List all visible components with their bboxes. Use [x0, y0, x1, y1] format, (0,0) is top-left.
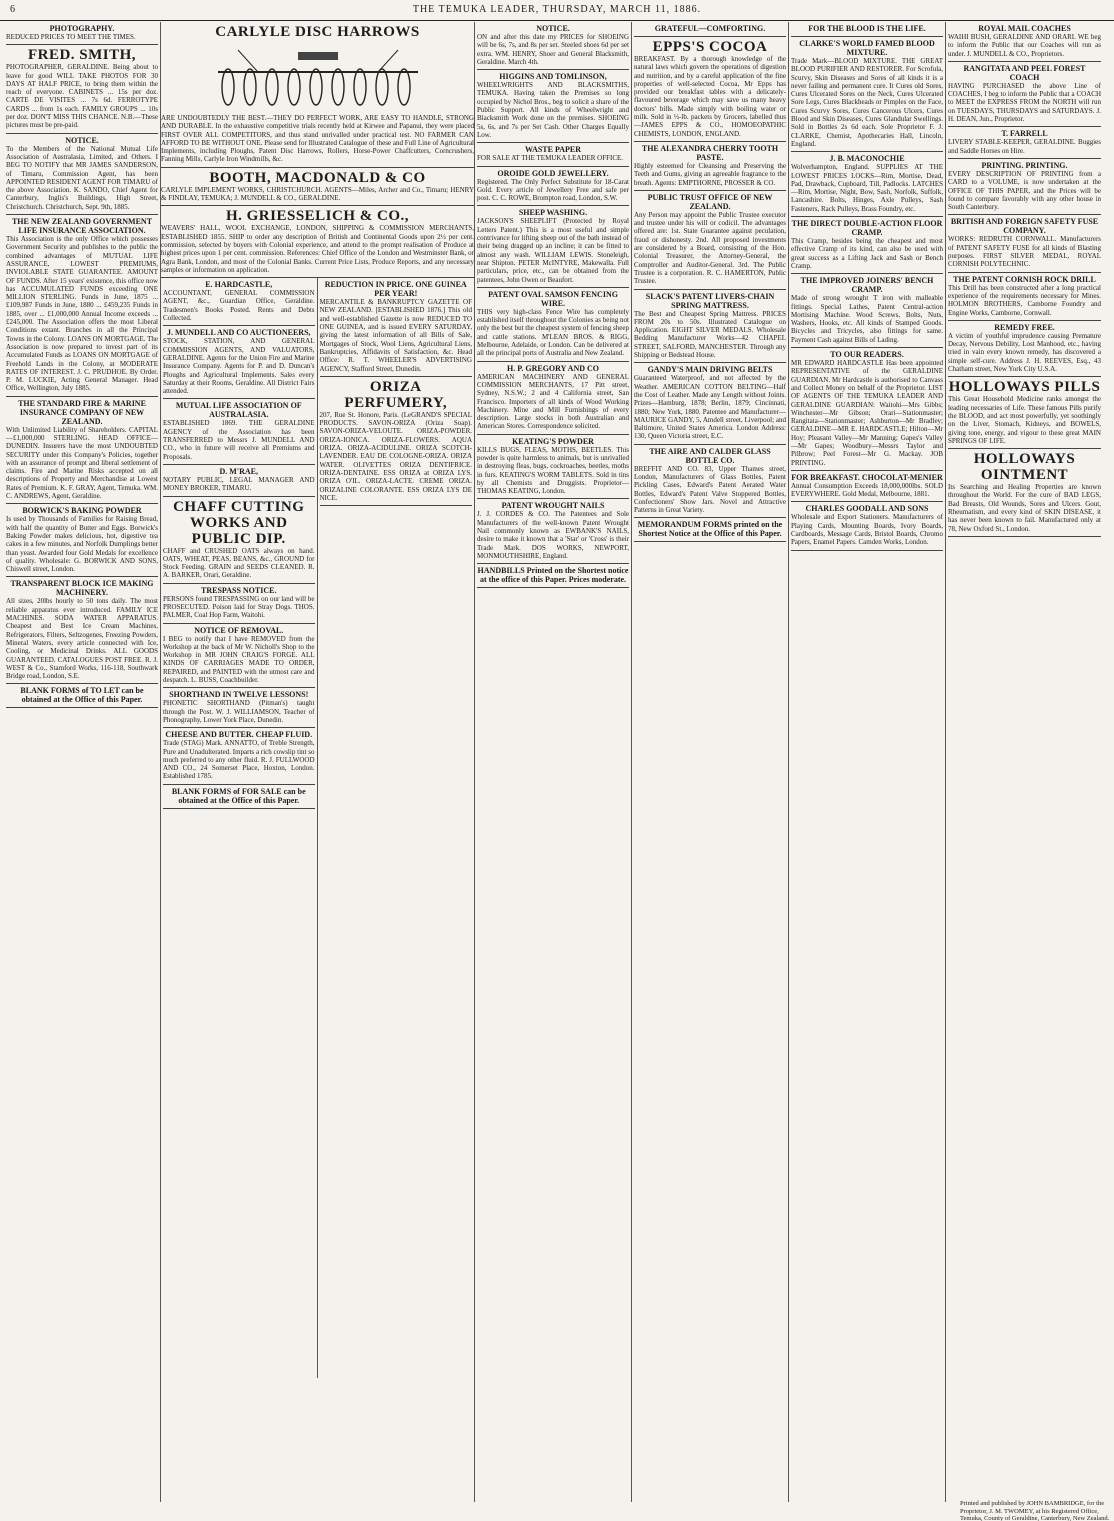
advertisement	[477, 206, 629, 287]
advert-heading: NOTICE.	[536, 24, 570, 33]
advert-heading: MUTUAL LIFE ASSOCIATION OF AUSTRALASIA.	[175, 401, 302, 420]
advert-body: AMERICAN MACHINERY AND GENERAL COMMISSION MERCHANTS, 17 Pitt street, Sydney, N.S.W.; 2 and 4 California street, San Francisco. Importers of all kinds of Wood Working Machinery. Mine and Mill Furnishings of every description. Large stocks in both Australian and American Stores. Correspondence solicited.	[477, 372, 629, 431]
advert-body: FOR SALE AT THE TEMUKA LEADER OFFICE.	[477, 154, 624, 163]
advert-heading: GANDY'S MAIN DRIVING BELTS	[647, 365, 773, 375]
advertisement	[634, 290, 786, 364]
advertisement	[791, 502, 943, 550]
advert-body: REDUCED PRICES TO MEET THE TIMES.	[6, 33, 136, 41]
advert-body: EVERY DESCRIPTION OF PRINTING from a CARD to a VOLUME, is now undertaken at the OFFICE OF THIS PAPER, and the Prices will be found to compare favorably with any other house in South Canterbury.	[948, 169, 1101, 212]
advert-heading: TO OUR READERS.	[830, 350, 904, 360]
advert-heading: OROIDE GOLD JEWELLERY.	[497, 168, 609, 178]
advertisement	[163, 584, 315, 624]
advert-body: HAVING PURCHASED the above Line of COACHES, I beg to inform the Public that a COACH to MEET the EXPRESS FROM the NORTH will run on TUESDAYS, THURSDAYS and SATURDAYS. J. H. DEAN, Jun., Proprietor.	[948, 81, 1101, 124]
advert-body: ARE UNDOUBTEDLY THE BEST.—THEY DO PERFECT WORK, ARE EASY TO HANDLE, STRONG AND DURABLE. In the exhaustive competitive trials recently held at Kirwee and Papanui, they were placed FIRST OVER ALL COMPETITORS, and thus stand unrivalled under practical test. NO FARMER CAN AFFORD TO BE WITHOUT ONE. Please send for Illustrated Catalogue of these and Full Line of Agricultural Implements, including Ploughs, Patent Disc Harrows, Rollers, Horse-Power Chaffcutters, Corncrushers, Fanning Mills, Carlyle Iron Windmills, &c.	[161, 114, 474, 164]
advert-heading: MEMORANDUM FORMS printed on the Shortest Notice at the Office of this Paper.	[637, 520, 783, 539]
advertisement	[163, 399, 315, 464]
advert-heading: HOLLOWAYS PILLS	[948, 379, 1101, 396]
advert-heading: SLACK'S PATENT LIVERS-CHAIN SPRING MATTRESS.	[645, 291, 775, 310]
advertisement	[477, 167, 629, 207]
column-3	[318, 278, 475, 1378]
advert-heading: THE AIRE AND CALDER GLASS BOTTLE CO.	[649, 446, 771, 465]
advert-heading: CHEESE AND BUTTER. CHEAP FLUID.	[165, 730, 313, 740]
advertisement	[948, 449, 1101, 537]
advert-heading: HIGGINS AND TOMLINSON,	[499, 72, 607, 82]
advert-body: Wholesale and Export Stationers. Manufacturers of Playing Cards, Mounting Boards, Ivory Boards, Cardboards, Message Cards, Bristol Boards, Chromo Papers, Enamel Papers. Camden Works, London.	[791, 513, 943, 547]
advert-heading: BOOTH, MACDONALD & CO	[209, 169, 426, 186]
advert-body: Wolverhampton, England. SUPPLIES AT THE LOWEST PRICES LOCKS—Rim, Mortise, Dead, Pad, Drawback, Cupboard, Till, Padlocks. LATCHES—Rim, Mortise, Night, Bow, Sash, Norfolk, Suffolk, Lancashire. Bolts, Hinges, Axle Pulleys, Sash Fasteners, Rack Pulleys, Brass Foundry, etc.	[791, 163, 943, 213]
advert-heading: D. M'RAE,	[219, 466, 258, 476]
advert-body: WORKS: REDRUTH CORNWALL. Manufacturers of PATENT SAFETY FUSE for all kinds of Blasting purposes. FIRST SILVER MEDAL, ROYAL CORNISH POLYTECHNIC.	[948, 235, 1101, 269]
advertisement	[163, 785, 315, 809]
advert-body: ACCOUNTANT, GENERAL COMMISSION AGENT, &c., Guardian Office, Geraldine. Tradesmen's Books Posted. Rents and Debts Collected.	[163, 289, 315, 323]
advert-body: WEAVERS' HALL, WOOL EXCHANGE, LONDON, SHIPPING & COMMISSION MERCHANTS, ESTABLISHED 1855. SHIP to order any description of British and Continental Goods upon 2½ per cent. commission, selected by buyers with Colonial experience, and attend to the prompt realisation of Produce at highest prices upon 1 per cent. commission. References: Chief Office of the London and Westminster Bank, or Agra Bank, London, and most of the Colonial Banks. Current Price Lists, Produce Reports, and any necessary samples or information on application.	[161, 224, 474, 274]
advert-heading: THE STANDARD FIRE & MARINE INSURANCE COMPANY OF NEW ZEALAND.	[18, 398, 146, 426]
harrow-advert-block	[161, 22, 474, 278]
advert-body: JACKSON'S SHEEPLIFT (Protected by Royal Letters Patent.) This is a most useful and simple contrivance for lifting sheep out of the bath instead of their being dragged up an incline; it can be fitted to almost any wash. WILLIAM LEWIS. Stoneleigh, near Shipton. PETER McINTYRE, Makewalla. Full particulars, price, etc., can be obtained from the patentees, John Owen or Beaufort.	[477, 217, 629, 284]
advertisement	[948, 22, 1101, 62]
advert-heading: REDUCTION IN PRICE. ONE GUINEA PER YEAR!	[324, 280, 467, 299]
advert-body: Highly esteemed for Cleansing and Preserving the Teeth and Gums, giving an agreeable fragrance to the breath. Agents: EMPTHORNE, PROSSER & CO.	[634, 161, 786, 187]
advert-body: WAIHI BUSH, GERALDINE AND ORARI. WE beg to inform the Public that our Coaches will run as under. J. MUNDELL & CO., Proprietors.	[948, 33, 1101, 58]
advert-heading: HOLLOWAYS OINTMENT	[973, 451, 1076, 484]
advert-body: BREFFIT AND CO. 83, Upper Thames street, London, Manufacturers of Glass Bottles, Patent Pickling Cases, Edward's Patent Aerated Water Bottles, Edward's Patent Valve Stoppered Bottles, Confectioners' Show Jars. Novel and Attractive Patterns in Great Variety.	[634, 464, 786, 515]
advertisement	[6, 134, 158, 215]
advertisement	[634, 363, 786, 444]
advertisement	[948, 377, 1101, 449]
advertisement	[6, 215, 158, 397]
advertisement	[477, 288, 629, 362]
advert-heading: J. B. MACONOCHIE	[829, 154, 905, 164]
advert-body: Trade Mark—BLOOD MIXTURE. THE GREAT BLOOD PURIFIER AND RESTORER. For Scrofula, Scurvy, Skin Diseases and Sores of all kinds it is a never failing and permanent cure. It Cures old Sores, Cures Ulcerated Sores on the Neck, Cures Ulcerated Sore Legs, Cures Blackheads or Pimples on the Face, Cures Scurvy Sores, Cures Cancerous Ulcers, Cures Blood and Skin Diseases, Cures Glandular Swellings. Sold in Bottles 2s 6d each. Sole Proprietor F. J. CLARKE, Chemist, Apothecaries Hall, Lincoln, England.	[791, 57, 943, 148]
advert-heading: RANGITATA AND PEEL FOREST COACH	[963, 63, 1086, 82]
advert-body: CHAFF and CRUSHED OATS always on hand. OATS, WHEAT, PEAS, BEANS, &c., GROUND for Stock Feeding. GRAIN and SEEDS CLEANED. R. A. BARKER, Orari, Geraldine.	[163, 546, 315, 580]
advert-body: Is used by Thousands of Families for Raising Bread, with half the quantity of Butter and Eggs. Borwick's Baking Powder makes delicious, hot, digestive tea cakes in a few minutes, and Norfolk Dumplings better than yeast. Awarded four Gold Medals for excellence of quality. Wholesale: G. BORWICK AND SONS, Chiswell street, London.	[6, 515, 158, 574]
advert-heading: T. FARRELL	[1001, 129, 1048, 139]
advert-heading: FOR BREAKFAST. CHOCOLAT-MENIER	[791, 472, 943, 482]
advert-body: MR EDWARD HARDCASTLE Has been appointed REPRESENTATIVE of the GERALDINE GUARDIAN. Mr Hardcastle is authorised to Canvass and Collect Money on behalf of the Proprietor. LIST OF AGENTS OF THE TEMUKA LEADER AND GERALDINE GUARDIAN: Waitohi—Mrs Gibbs; Winchester—Mr Gibson; Orari—Stationmaster; Rangitata—Stationmaster; Ashburton—Mr Bradley; GERALDINE—MR E. HARDCASTLE; Hilton—Mr Hoy; Pleasant Valley—Mr Manning; Gapes's Valley—Mr Gapes; Woodbury—Messrs Taylor and Pilbrow; Peel Forest—Mr G. Mackay. JOB PRINTING.	[791, 359, 943, 467]
page-number: 6	[10, 4, 16, 15]
advert-body: THIS very high-class Fence Wire has completely established itself throughout the Colonies as being not only the best but the cheapest system of fencing sheep and cattle stations. M'LEAN BROS. & RIGG, Melbourne, Adelaide, or London. Can be delivered at all the principal ports of Australia and New Zealand.	[477, 307, 629, 358]
advertisement	[791, 274, 943, 348]
advertisement	[161, 168, 474, 207]
advert-body: Its Searching and Healing Properties are known throughout the World. For the cure of BAD LEGS, Bad Breasts, Old Wounds, Sores and Ulcers. Gout, Rheumatism, and every kind of SKIN DISEASE, it has never been known to fail. Manufactured only at 78, New Oxford St., London.	[948, 483, 1101, 533]
advertisement	[6, 397, 158, 505]
advertisement	[791, 22, 943, 37]
advert-body: WHEELWRIGHTS AND BLACKSMITHS, TEMUKA. Having taken the Premises so long occupied by Nichol Bros., beg to solicit a share of the Public Support. All kinds of Wheelwright and Blacksmith Work done on the premises. SHOEING 5s, 6s, and 7s per Set Cash. Other Charges Equally Low.	[477, 81, 629, 139]
advert-body: The Best and Cheapest Spring Mattress. PRICES FROM 20s to 50s. Illustrated Catalogue on Application. EIGHT SILVER MEDALS. Wholesale Bedding Manufacturer Works—42 CHAPEL STREET, SALFORD, MANCHESTER. Through any Shipping or Bedstead House.	[634, 309, 786, 360]
advert-heading: BLANK FORMS of TO LET can be obtained at the Office of this Paper.	[20, 686, 144, 705]
advertisement	[163, 728, 315, 784]
column-7	[946, 22, 1103, 1502]
column-5	[632, 22, 789, 1502]
advert-body: This Drill has been constructed after a long practical experience of the requirements necessary for Mines. HOLMON BROTHERS, Camborne Foundry and Engine Works, Camborne, Cornwall.	[948, 283, 1101, 317]
advert-heading: FOR THE BLOOD IS THE LIFE.	[808, 24, 926, 33]
advert-heading: HANDBILLS Printed on the Shortest notice at the office of this Paper. Prices moderate.	[477, 566, 629, 585]
column-4	[475, 22, 632, 1502]
columns	[4, 22, 1110, 1502]
advertisement	[477, 70, 629, 143]
advert-body: ON and after this date my PRICES for SHOEING will be 6s, 7s, and 8s per set. Steeled shoes 6d per set extra. WM. HENRY, Shoer and General Blacksmith, Geraldine. March 4th.	[477, 33, 629, 66]
advertisement	[6, 684, 158, 708]
advertisement	[477, 435, 629, 500]
advert-body: This Cramp, besides being the cheapest and most effective Cramp of its kind, can also be used with great success as a Lifting Jack and Sash or Bench Cramp.	[791, 237, 943, 270]
column-2	[161, 278, 318, 1378]
advertisement	[948, 159, 1101, 215]
advert-body: J. J. CORDES & CO. The Patentees and Sole Manufacturers of the well-known Patent Wrought Nail commonly known as EWBANK'S NAILS, desire to make it known that a 'Star' or 'Cross' is their Trade Mark. DOS WORKS, NEWPORT, MONMOUTHSHIRE, England.	[477, 510, 629, 560]
advertisement	[163, 624, 315, 689]
advert-heading: FRED. SMITH,	[27, 47, 137, 64]
advertisement	[161, 22, 474, 168]
advertisement	[6, 45, 158, 133]
advertisement	[791, 348, 943, 471]
advert-body: STOCK, STATION, AND GENERAL COMMISSION AGENTS, AND VALUATORS, GERALDINE. Agents for the Union Fire and Marine Insurance Company. Agents for P. and D. Duncan's Ploughs and Agricultural Implements. Sales every Saturday at their Rooms, Geraldine. All District Fairs attended.	[163, 337, 315, 396]
advert-heading: CHAFF CUTTING WORKS AND PUBLIC DIP.	[173, 498, 305, 547]
advert-heading: H. P. GREGORY AND CO	[506, 363, 600, 373]
advert-heading: THE IMPROVED JOINERS' BENCH CRAMP.	[800, 276, 934, 295]
advert-heading: PUBLIC TRUST OFFICE OF NEW ZEALAND.	[647, 192, 773, 211]
advert-body: PERSONS found TRESPASSING on our land will be PROSECUTED. Poison laid for Stray Dogs. THOS. PALMER, Coal Hop Farm, Waitohi.	[163, 594, 315, 620]
advertisement	[948, 62, 1101, 127]
advert-body: Any Person may appoint the Public Trustee executor and trustee under his will or codicil. The advantages offered are: 1st. State Guarantee against peculation, fraud or dishonesty. 2nd. All proposed investments are considered by a Board, consisting of the Hon. Colonial Treasurer, the Attorney-General, the Comptroller and Auditor-General. 3rd. The Public Trustee is a corporation. R. C. HAMERTON, Public Trustee.	[634, 210, 786, 286]
advert-heading: J. MUNDELL AND CO AUCTIONEERS,	[166, 328, 311, 338]
advert-heading: EPPS'S COCOA	[652, 39, 768, 55]
advertisement	[634, 37, 786, 142]
advert-body: A victim of youthful imprudence causing Premature Decay, Nervous Debility, Lost Manhood, etc., having tried in vain every known remedy, has discovered a simple self-cure. Address J. H. REEVES, Esq., 43 Chatham street, New York City U.S.A.	[948, 331, 1101, 374]
advert-heading: CHARLES GOODALL AND SONS	[805, 504, 929, 514]
advert-body: 207, Rue St. Honore, Paris. (LeGRAND'S SPECIAL PRODUCTS. SAVON-ORIZA (Oriza Soap). SAVON-ORIZA-VELOUTE. ORIZA-POWDER. ORIZA-IONICA. ORIZA-FLOWERS. AQUA ORIZA. ORIZA-ACIDULINE. ORIZA SCOTCH-LAVENDER. EAU DE COLOGNE-ORIZA. ORIZA WATER. OLIVETTES ORIZA DENTIFRICE. ORIZA-DENTAINE. ESS ORIZA at ORIZA LYS. ORIZA O'IL. ORIZA-LACTE. CREME ORIZA. ORIZALINE COLORANTE. ESS ORIZA LYS DE NICE.	[319, 410, 472, 502]
advert-heading: BLANK FORMS of FOR SALE can be obtained at the Office of this Paper.	[171, 786, 306, 805]
advert-body: PHOTOGRAPHER, GERALDINE. Being about to leave for good WILL TAKE PHOTOS FOR 30 DAYS AT HALF PRICE, to bring them within the reach of everyone. CABINETS ... 15s per doz. CARTE DE VISITES ... 7s 6d. FERROTYPE CARDS ... from 1s each. FAMILY GROUPS ... 10s per doz. DON'T MISS THIS CHANCE. N.B.—These pictures must be pre-paid.	[6, 63, 158, 130]
advertisement	[163, 497, 315, 584]
advert-body: Registered. The Only Perfect Substitute for 18-Carat Gold. Every article of Jewellery Free and safe per post. C. C. ROWE, Brompton road, London, S.W.	[477, 177, 629, 203]
advert-body: Annual Consumption Exceeds 18,000,000lbs. SOLD EVERYWHERE. Gold Medal, Melbourne, 1881.	[791, 481, 943, 499]
advert-heading: CLARKE'S WORLD FAMED BLOOD MIXTURE.	[799, 39, 935, 57]
advert-heading: THE PATENT CORNISH ROCK DRILL	[953, 274, 1096, 284]
advert-heading: SHORTHAND IN TWELVE LESSONS!	[169, 690, 309, 700]
advert-heading: NOTICE.	[65, 135, 99, 145]
advert-body: All sizes, 20lbs hourly to 50 tons daily. The most reliable apparatus ever introduced. FAMILY ICE MACHINES. SODA WATER APPARATUS. Cheapest and Best Ice Cream Machines, Refrigerators, Filters, Seltzogenes, Freezing Powders, Mineral Waters, every article connected with Ice, Cooling, or Medicinal Drinks. ALL GOODS GUARANTEED. CATALOGUES POST FREE. R. J. WEST & Co., Stamford Works, 116-118, Southwark Bridge road, London, S.E.	[6, 597, 158, 681]
advert-heading: PATENT OVAL SAMSON FENCING WIRE.	[488, 289, 618, 308]
advertisement	[634, 191, 786, 290]
advert-heading: PATENT WROUGHT NAILS	[501, 501, 605, 511]
advert-heading: TRESPASS NOTICE.	[201, 585, 277, 595]
advertisement	[791, 152, 943, 217]
advert-body: MERCANTILE & BANKRUPTCY GAZETTE OF NEW ZEALAND. [ESTABLISHED 1876.] This old and well-established Gazette is now REDUCED TO ONE GUINEA, and is issued EVERY SATURDAY, giving the latest information of all Bills of Sale, Mortgages of Stock, Wool Liens, Agricultural Liens, Bankruptcies, Affidavits of Satisfaction, &c. Head Office: R. T. WHEELER'S ADVERTISING AGENCY, Stafford Street, Dunedin.	[319, 298, 472, 373]
advertisement	[948, 215, 1101, 272]
advertisement	[163, 688, 315, 728]
imprint: Printed and published by JOHN BAMBRIDGE, for the Proprietor, J. M. TWOMEY, at his Registered Office, Temuka, County of Geraldine, Canterbury, New Zealand.	[960, 1500, 1110, 1521]
advert-body: ESTABLISHED 1869. THE GERALDINE AGENCY of the Association has been TRANSFERRED to Messrs J. MUNDELL AND CO., who in future will receive all Premiums and Proposals.	[163, 419, 315, 461]
advert-body: PHONETIC SHORTHAND (Pitman's) taught through the Post. W. J. WILLIAMSON, Teacher of Phonography, Lower York Place, Dunedin.	[163, 699, 315, 724]
advert-body: This Great Household Medicine ranks amongst the leading necessaries of Life. These famous Pills purify the BLOOD, and act most powerfully, yet soothingly on the Liver, Stomach, Kidneys, and BOWELS, giving tone, energy, and vigour to these great MAIN SPRINGS OF LIFE.	[948, 395, 1101, 445]
advert-heading: E. HARDCASTLE,	[205, 280, 273, 290]
advertisement	[477, 362, 629, 435]
disc-harrow-illustration	[198, 42, 438, 112]
advert-heading: PHOTOGRAPHY.	[49, 24, 115, 33]
advertisement	[791, 217, 943, 274]
advert-body: KILLS BUGS, FLEAS, MOTHS, BEETLES. This powder is quite harmless to animals, but is unrivalled in destroying fleas, bugs, cockroaches, beetles, moths in furs. KEATING'S WORM TABLETS. Sold in tins by all Chemists and Druggists. Proprietor—THOMAS KEATING, London.	[477, 445, 629, 496]
advert-heading: THE ALEXANDRA CHERRY TOOTH PASTE.	[641, 143, 779, 162]
advert-heading: CARLYLE DISC HARROWS	[215, 24, 420, 40]
advert-body: Made of strong wrought T iron with malleable fittings. Special Lathes, Patent Central-action Mortising Machine. Wood Screws, Bolts, Nuts, Washers, Hooks, etc. All kinds of Stamped Goods. Bicycles and Tricycles, also fittings for same. Payment Cash against Bills of Lading.	[791, 294, 943, 344]
advert-heading: TRANSPARENT BLOCK ICE MAKING MACHINERY.	[10, 579, 154, 598]
advert-heading: BORWICK'S BAKING POWDER	[22, 506, 142, 516]
column-1	[4, 22, 161, 1502]
advertisement	[948, 321, 1101, 377]
advert-heading: ROYAL MAIL COACHES	[978, 24, 1071, 33]
advertisement	[161, 206, 474, 278]
advertisement	[791, 471, 943, 503]
advertisement	[320, 278, 473, 377]
advert-body: To the Members of the National Mutual Life Association of Australasia, Limited, and Others. I BEG TO NOTIFY that MR JAMES SANDERSON, of Timaru, Commission Agent, has been APPOINTED RESIDENT AGENT FOR TIMARU of the above Association. K. SANDO, Chief Agent for Canterbury, Inglis's Buildings, High Street, Christchurch. Christchurch, Sept. 9th, 1885.	[6, 144, 158, 211]
advert-body: BREAKFAST. By a thorough knowledge of the natural laws which govern the operations of digestion and nutrition, and by a careful application of the fine properties of well-selected Cocoa, Mr Epps has provided our breakfast tables with a delicately-flavoured beverage which may save us many heavy doctors' bills. Made simply with boiling water or milk. Sold in ½-lb. packets by Grocers, labelled thus—JAMES EPPS & CO., HOMOEOPATHIC CHEMISTS, LONDON, ENGLAND.	[634, 55, 786, 138]
page-title: THE TEMUKA LEADER, THURSDAY, MARCH 11, 1886.	[412, 4, 702, 15]
advert-body: This Association is the only Office which possesses Government Security and publishes to the public the combined advantages of MUTUAL LIFE ASSURANCE, LOWEST PREMIUMS, INVIOLABLE STATE GUARANTEE. AMOUNT OF FUNDS. After 15 years' existence, this office now has ACCUMULATED FUNDS exceeding ONE MILLION STERLING. Funds in June, 1875 ... £109,987 Funds in June, 1880 ... £459,235 Funds in 1885, over ... £1,000,000 Annual Income exceeds ... £245,000. The Association offers the most Liberal Conditions extant. Branches in all the Principal Towns in the Colony. LOANS ON MORTGAGE. The Association is now prepared to invest part of its Accumulated Funds as LOANS ON MORTGAGE of Freehold Lands in the Colony, at MODERATE RATES OF INTEREST. J. C. PRUDHOE. By Order. P. M. LUCKIE, Acting General Manager. Head Office, Wellington, July 1885.	[6, 235, 158, 393]
advertisement	[791, 37, 943, 152]
advertisement	[634, 518, 786, 542]
column-2-3	[161, 22, 475, 1502]
advert-body: With Unlimited Liability of Shareholders. CAPITAL—£1,000,000 STERLING. HEAD OFFICE—DUNEDIN. Insurers have the most UNDOUBTED SECURITY under this Company's Policies, together with an assurance of prompt and liberal settlement of claims. Fire and Marine Risks accepted on all descriptions of Property and Merchandise at Lowest Rates of Premium. K. F. GRAY, Agent, Temuka. WM. C. ANDREWS, Agent, Geraldine.	[6, 425, 158, 501]
advertisement	[948, 273, 1101, 321]
advertisement	[6, 504, 158, 577]
advertisement	[948, 127, 1101, 159]
advertisement	[477, 499, 629, 564]
column-6	[789, 22, 946, 1502]
advert-heading: THE NEW ZEALAND GOVERNMENT LIFE INSURANCE ASSOCIATION.	[11, 217, 153, 236]
advert-heading: NOTICE OF REMOVAL.	[194, 625, 284, 635]
advert-body: NOTARY PUBLIC, LEGAL MANAGER AND MONEY BROKER, TIMARU.	[163, 475, 315, 493]
advertisement	[634, 445, 786, 519]
advertisement	[634, 22, 786, 37]
advertisement	[477, 143, 629, 166]
advert-heading: KEATING'S POWDER	[512, 436, 594, 446]
advertisement	[6, 22, 158, 45]
advert-body: LIVERY STABLE-KEEPER, GERALDINE. Buggies and Saddle Horses on Hire.	[948, 138, 1101, 155]
advert-heading: H. GRIESSELICH & CO.,	[225, 208, 410, 225]
advertisement	[477, 22, 629, 70]
advertisement	[163, 465, 315, 497]
advert-heading: PRINTING. PRINTING.	[981, 160, 1068, 170]
advert-body: Trade (STAG) Mark. ANNATTO, of Treble Strength, Pure and Unadulterated. Imparts a rich cowslip tint so much preferred to any other fluid. R. J. FULLWOOD AND CO., 24 Somerset Place, Hoxton, London. Established 1785.	[163, 739, 315, 781]
advert-body: CARLYLE IMPLEMENT WORKS, CHRISTCHURCH. AGENTS—Miles, Archer and Co., Timaru; HENRY & FINDLAY, TEMUKA; J. MUNDELL & CO., GERALDINE.	[161, 185, 474, 203]
advertisement	[163, 326, 315, 399]
advert-heading: REMEDY FREE.	[994, 322, 1055, 332]
advertisement	[634, 142, 786, 191]
advert-heading: THE DIRECT DOUBLE-ACTION FLOOR CRAMP.	[791, 219, 943, 238]
advert-body: I BEG to notify that I have REMOVED from the Workshop at the back of Mr W. Nicholl's Shop to the Workshop in MR JOHN CRAIG'S FORGE. ALL KINDS OF CARRIAGES MADE TO ORDER, REPAIRED, and PAINTED with the utmost care and despatch. L. BUSS, Coachbuilder.	[163, 634, 315, 685]
advert-heading: WASTE PAPER	[524, 145, 582, 155]
advert-heading: GRATEFUL—COMFORTING.	[654, 24, 766, 33]
advert-heading: ORIZA PERFUMERY,	[344, 378, 448, 411]
advertisement	[163, 278, 315, 326]
advert-body: Guaranteed Waterproof, and not affected by the Weather. AMERICAN COTTON BELTING—Half the Cost of Leather. Made any Length without Joints. Prizes—Hamburg, 1878; Berlin, 1879; Cincinnati, 1880; New York, 1880. Patentee and Manufacturer—MAURICE GANDY, 5, Amdell street, Liverpool; and Baltimore, United States America. London Address: 130, Queen Victoria street, E.C.	[634, 374, 786, 441]
masthead	[0, 0, 1114, 21]
advertisement	[320, 377, 473, 506]
advert-heading: BRITISH AND FOREIGN SAFETY FUSE COMPANY.	[950, 217, 1099, 236]
advert-heading: SHEEP WASHING.	[518, 208, 588, 218]
advertisement	[6, 577, 158, 684]
advertisement	[477, 564, 629, 588]
